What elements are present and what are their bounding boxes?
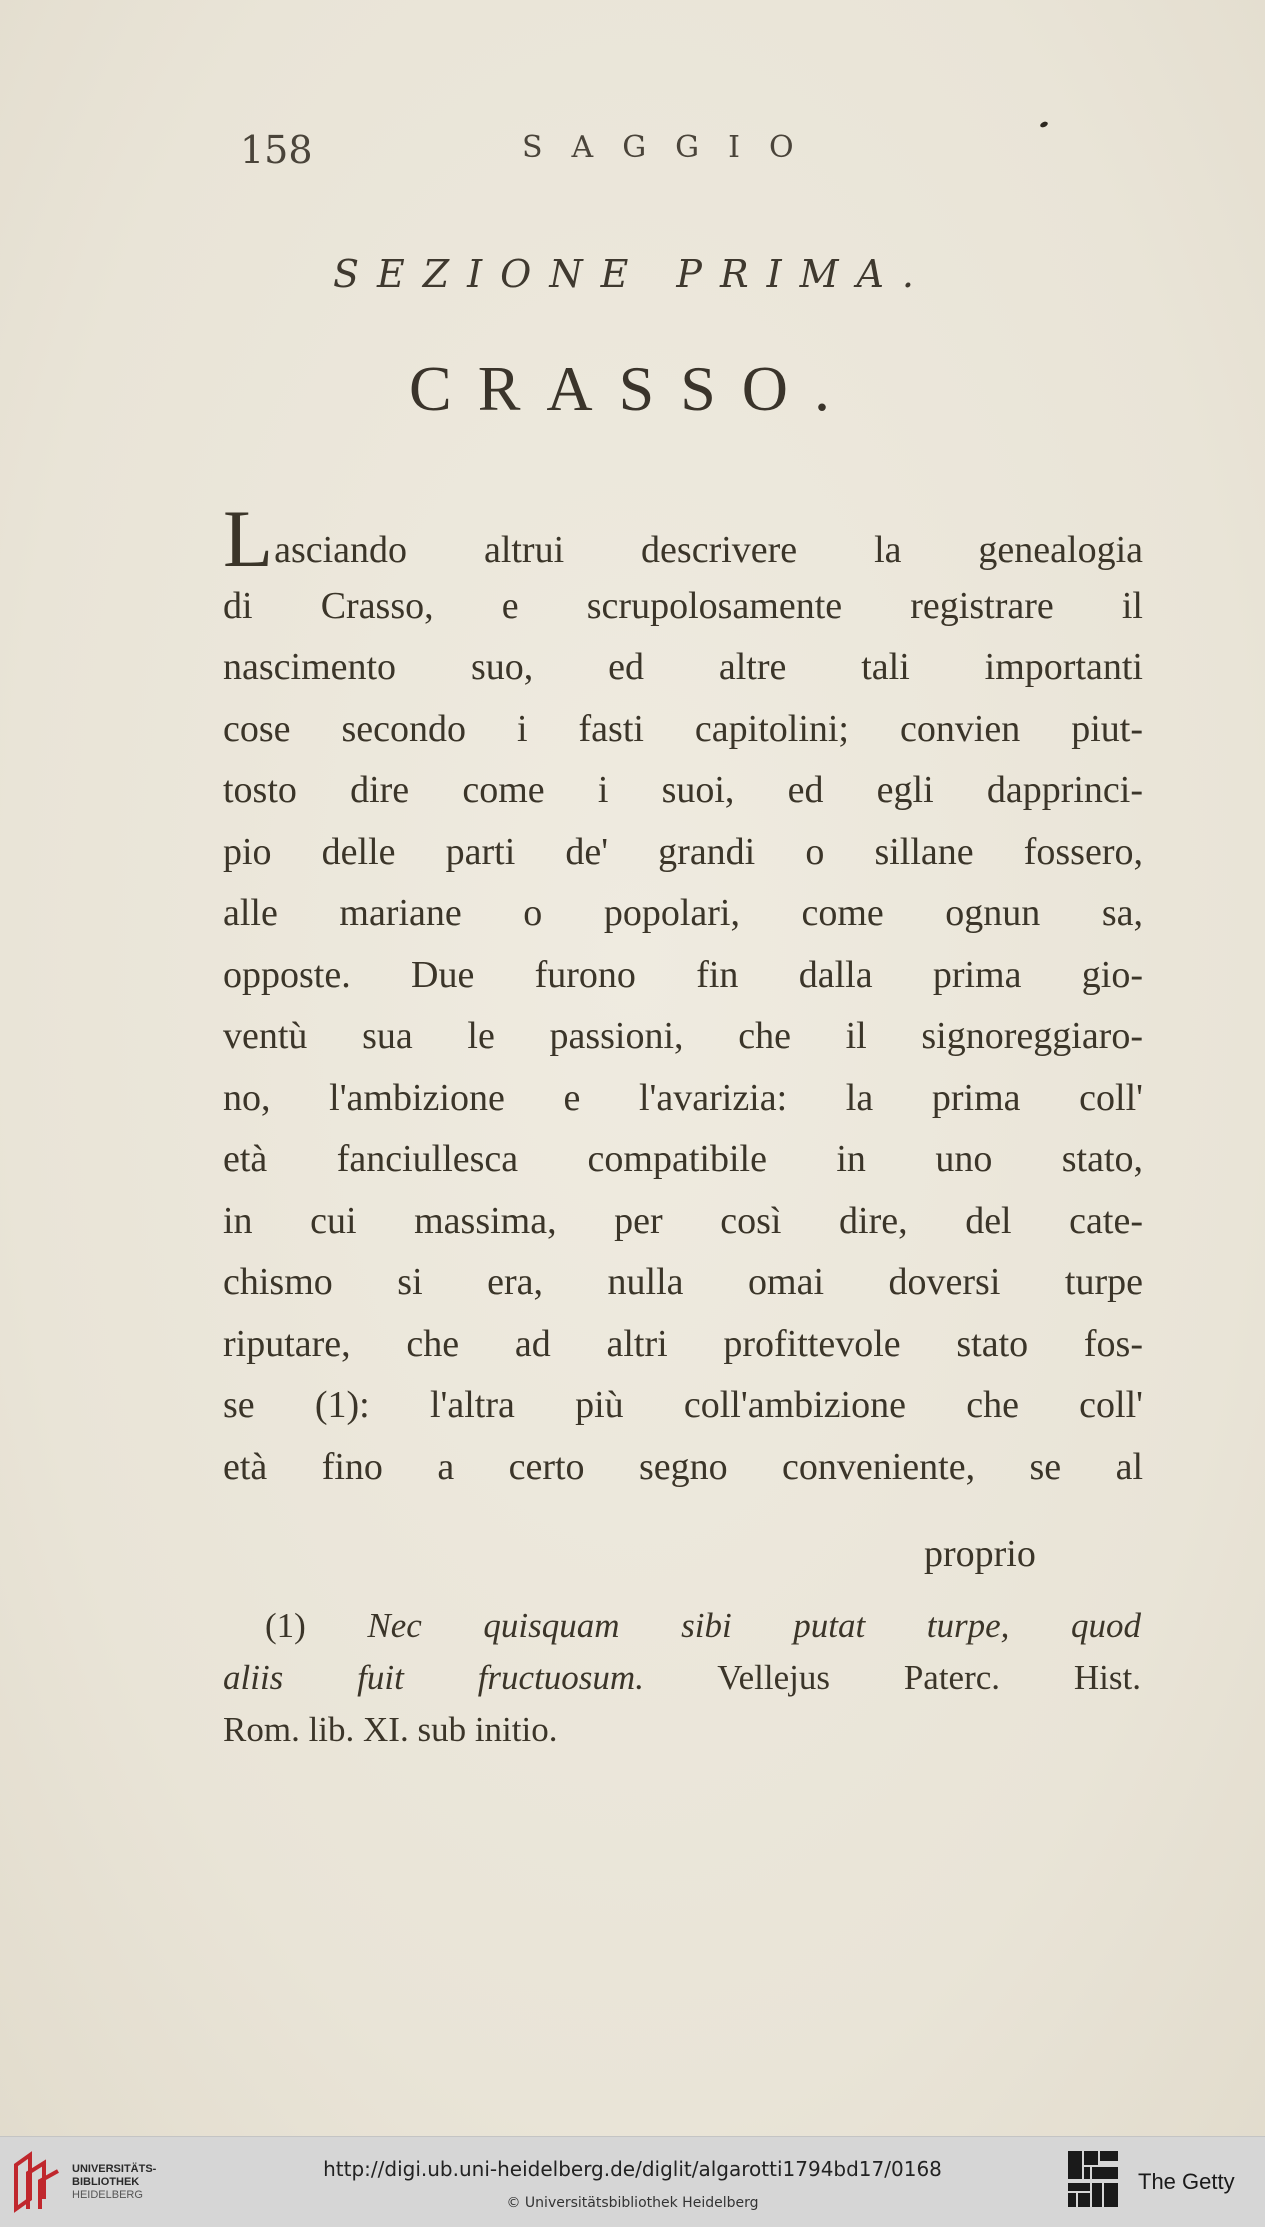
drop-cap: L: [223, 493, 274, 584]
sponsor-name: The Getty: [1138, 2169, 1235, 2194]
text-line: alle mariane o popolari, come ognun sa,: [223, 892, 1143, 934]
text-line: in cui massima, per così dire, del cate-: [223, 1199, 1143, 1242]
footnote-source: Vellejus Paterc. Hist.: [717, 1658, 1141, 1697]
text-line: età fino a certo segno conveniente, se al: [223, 1445, 1143, 1488]
footnote: [223, 1600, 1141, 1756]
running-title: SAGGIO: [522, 130, 823, 165]
footnote-quote: Nec quisquam sibi putat turpe, quod: [367, 1606, 1142, 1645]
page-number: 158: [240, 128, 313, 172]
getty-logo[interactable]: [1066, 2149, 1256, 2215]
text-line: opposte. Due furono fin dalla prima gio-: [223, 953, 1143, 996]
footer-bar: [0, 2136, 1265, 2227]
text-line: età fanciullesca compatibile in uno stato,: [223, 1138, 1143, 1180]
text-line: se (1): l'altra più coll'ambizione che coll': [223, 1384, 1143, 1426]
permalink-url[interactable]: http://digi.ub.uni-heidelberg.de/diglit/algarotti1794bd17/0168: [323, 2157, 942, 2181]
text-line: cose secondo i fasti capitolini; convien piut-: [223, 707, 1143, 750]
footnote-marker: (1): [265, 1606, 306, 1645]
text-line: no, l'ambizione e l'avarizia: la prima coll': [223, 1076, 1143, 1119]
ink-speck: [1039, 121, 1048, 129]
copyright-notice: © Universitätsbibliothek Heidelberg: [506, 2195, 759, 2211]
footnote-quote: aliis fuit fructuosum.: [223, 1658, 644, 1697]
footnote-line: Rom. lib. XI. sub initio.: [223, 1710, 558, 1749]
footnote-line: [223, 1652, 1141, 1704]
text-line: ventù sua le passioni, che il signoreggiaro-: [223, 1015, 1143, 1057]
library-name: UNIVERSITÄTS- BIBLIOTHEK HEIDELBERG: [72, 2163, 157, 2201]
chapter-title: CRASSO.: [409, 353, 856, 424]
text-line: pio delle parti de' grandi o sillane fossero,: [223, 830, 1143, 873]
text-line: Lasciando altrui descrivere la genealogia: [223, 493, 1143, 584]
text-line: chismo si era, nulla omai doversi turpe: [223, 1261, 1143, 1303]
text-line: nascimento suo, ed altre tali importanti: [223, 646, 1143, 688]
getty-emblem-icon: [1066, 2149, 1126, 2211]
text-line: di Crasso, e scrupolosamente registrare il: [223, 584, 1143, 627]
footnote-line: [223, 1600, 1141, 1652]
body-text: [223, 493, 1143, 1498]
running-head: [240, 128, 860, 178]
text-line: tosto dire come i suoi, ed egli dapprinci-: [223, 769, 1143, 811]
catchword: proprio: [924, 1533, 1036, 1575]
section-heading: SEZIONE PRIMA.: [332, 252, 933, 296]
text-line: riputare, che ad altri profittevole stato fos-: [223, 1322, 1143, 1365]
